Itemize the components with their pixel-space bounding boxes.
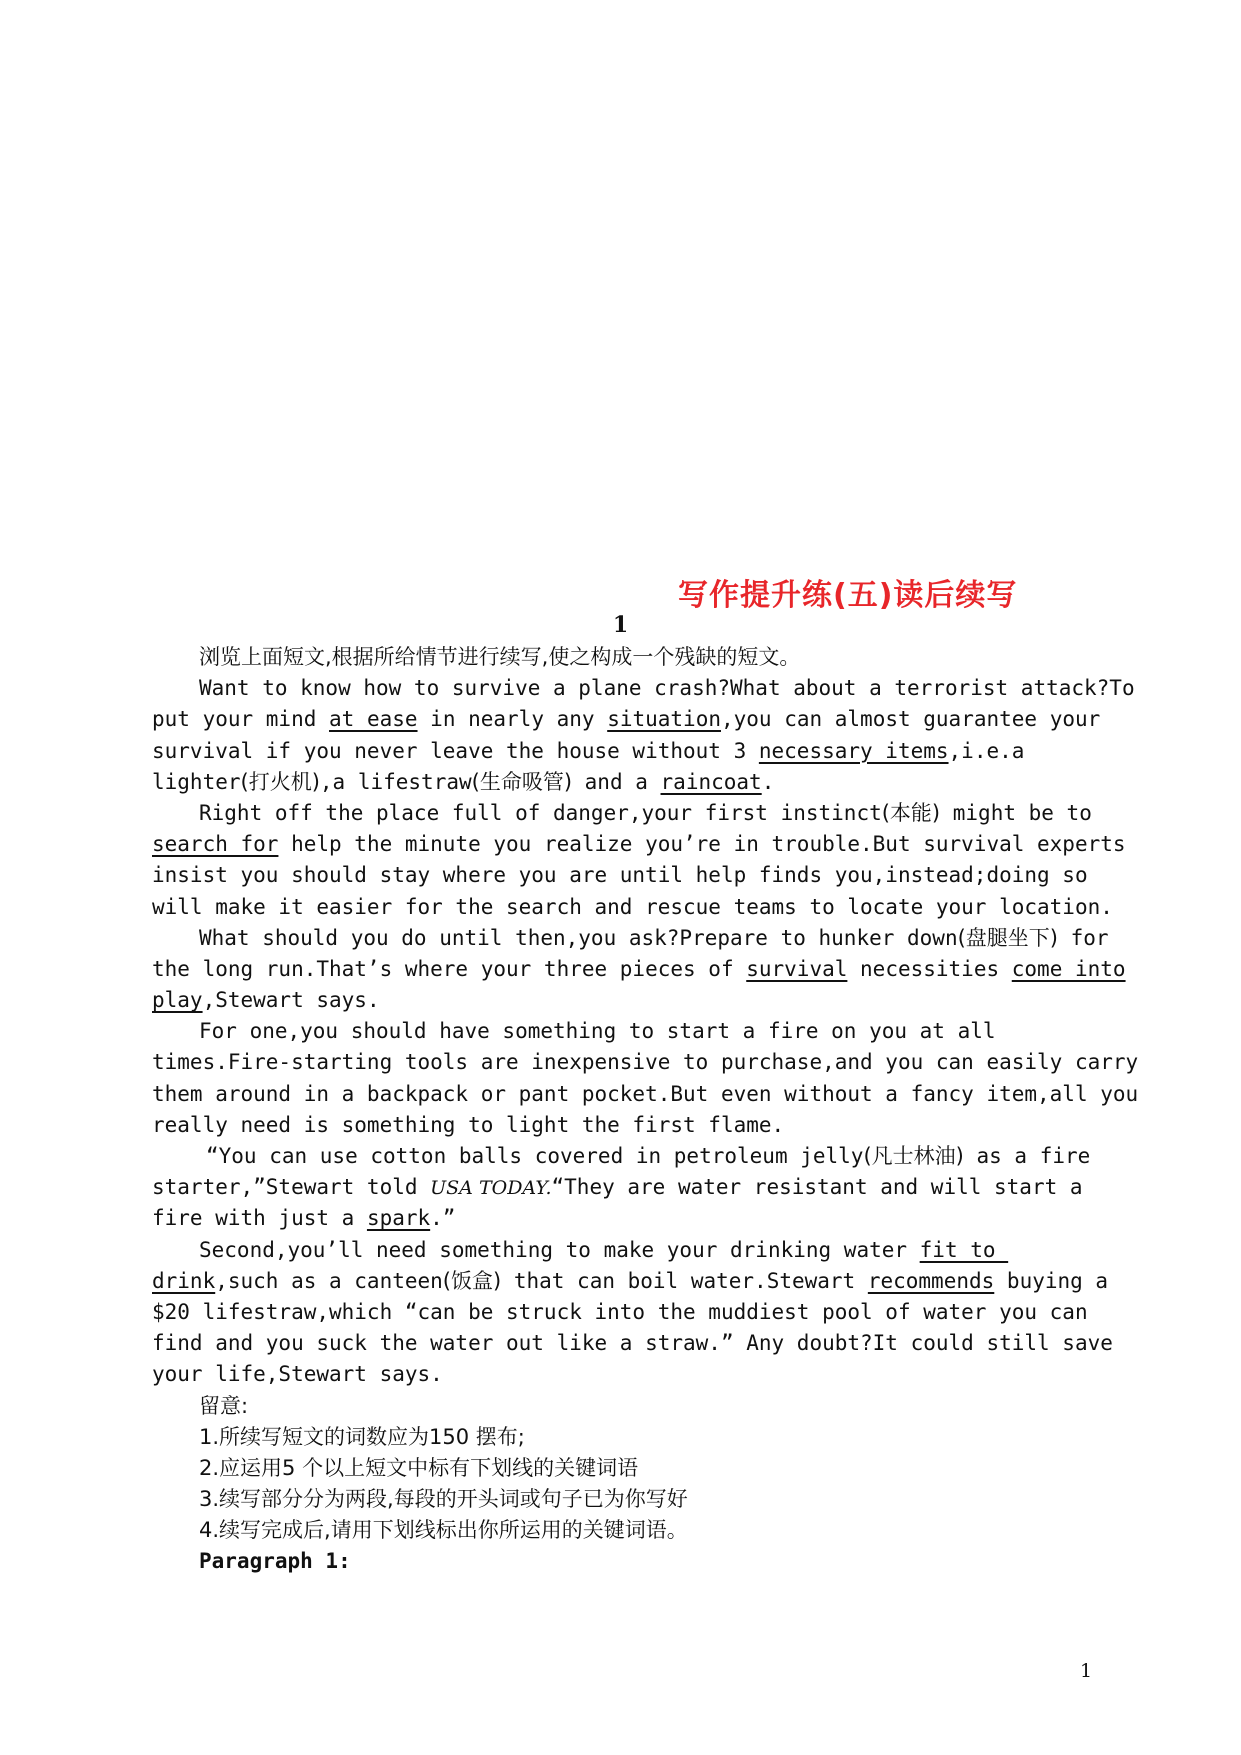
text-line — [152, 1359, 1096, 1390]
text-run: (生命吸管) — [471, 769, 573, 794]
text-line — [152, 1235, 1096, 1266]
text-line — [152, 1484, 1096, 1515]
page-number: 1 — [1080, 1660, 1093, 1682]
text-line — [152, 767, 1096, 798]
text-run: might be to — [940, 800, 1092, 825]
text-line — [152, 1172, 1096, 1203]
text-line — [152, 1047, 1139, 1078]
text-run: Want to know how to survive a plane crash?What about a terrorist attack?To — [199, 676, 1135, 701]
text-line — [152, 1453, 1096, 1484]
text-run: put your mind — [152, 707, 330, 732]
text-run: 1.所续写短文的词数应为150 摆布; — [199, 1424, 525, 1449]
underlined-keyword: search for — [152, 832, 279, 857]
text-run: (饭盒) — [442, 1268, 502, 1293]
text-line — [152, 829, 1126, 860]
text-run: buying a — [994, 1268, 1109, 1293]
text-run: 留意: — [199, 1393, 249, 1418]
text-line — [152, 1515, 1096, 1546]
text-run: 3.续写部分分为两段,每段的开头词或句子已为你写好 — [199, 1487, 688, 1512]
exercise-number: 1 — [612, 612, 629, 638]
text-run: ,i.e.a — [948, 738, 1025, 763]
text-run: and a — [572, 769, 661, 794]
underlined-keyword: spark — [366, 1206, 431, 1231]
text-run: ,you can almost guarantee your — [720, 707, 1101, 732]
text-run: survival if you never leave the house without 3 — [152, 738, 759, 763]
text-run: really need is something to light the first flame. — [152, 1112, 785, 1137]
underlined-keyword: raincoat — [660, 769, 762, 794]
text-line — [152, 736, 1096, 767]
text-line — [152, 1141, 1096, 1172]
underlined-keyword: situation — [607, 707, 721, 732]
underlined-keyword: recommends — [867, 1268, 995, 1293]
text-run: What should you do until then,you ask?Prepare to hunker down — [199, 925, 958, 950]
underlined-keyword: play — [152, 988, 203, 1013]
text-run: 浏览上面短文,根据所给情节进行续写,使之构成一个残缺的短文。 — [199, 645, 801, 669]
text-run: ,such as a canteen — [215, 1268, 443, 1293]
text-run: times.Fire-starting tools are inexpensive to purchase,and you can easily carry — [152, 1050, 1139, 1075]
text-line — [152, 1422, 1096, 1453]
text-run: in nearly any — [417, 707, 608, 732]
text-line — [152, 1266, 1109, 1297]
underlined-keyword: come into — [1011, 956, 1126, 981]
text-line — [152, 642, 1096, 673]
text-run: Paragraph 1: — [199, 1549, 351, 1574]
text-run: them around in a backpack or pant pocket.But even without a fancy item,all you — [152, 1081, 1139, 1106]
text-run: necessities — [847, 956, 1012, 981]
page-title: 写作提升练(五)读后续写 — [678, 578, 1018, 613]
text-run: (打火机) — [240, 769, 320, 794]
underlined-keyword: survival — [746, 956, 848, 981]
underlined-keyword: drink — [152, 1268, 216, 1293]
text-run: ,a lifestraw — [319, 769, 472, 794]
text-run: (本能) — [881, 800, 941, 825]
text-line — [152, 1391, 1096, 1422]
text-run: 2.应运用5 个以上短文中标有下划线的关键词语 — [199, 1455, 639, 1480]
text-run: $20 lifestraw,which “can be struck into the muddiest pool of water you can — [152, 1299, 1088, 1324]
text-line — [152, 1203, 1096, 1234]
text-line — [152, 985, 1096, 1016]
text-line — [152, 860, 1096, 891]
text-line — [152, 673, 1135, 704]
text-line — [152, 704, 1101, 735]
text-line — [152, 1079, 1139, 1110]
text-run: that can boil water.Stewart — [501, 1268, 868, 1293]
text-run: For one,you should have something to start a fire on you at all — [199, 1019, 996, 1044]
text-run: (盘腿坐下) — [957, 925, 1058, 950]
text-run: your life,Stewart says. — [152, 1362, 443, 1387]
text-run: . — [761, 769, 775, 794]
text-line — [152, 923, 1109, 954]
text-run: help the minute you realize you’re in trouble.But survival experts — [278, 832, 1126, 857]
text-run: find and you suck the water out like a straw.” Any doubt?It could still save — [152, 1331, 1113, 1356]
text-run: “You can use cotton balls covered in petroleum jelly — [206, 1144, 864, 1168]
text-line — [152, 1328, 1113, 1359]
text-run: .” — [430, 1206, 456, 1231]
text-run: will make it easier for the search and rescue teams to locate your location. — [152, 894, 1113, 919]
text-run: Right off the place full of danger,your first instinct — [199, 800, 882, 825]
text-line — [152, 798, 1096, 829]
text-run: “They are water resistant and will start a — [551, 1175, 1083, 1200]
text-run: fire with just a — [152, 1206, 367, 1231]
text-run: Second,you’ll need something to make your drinking water — [199, 1237, 920, 1262]
text-line — [152, 892, 1113, 923]
passage-body — [152, 642, 1139, 1578]
text-run: 4.续写完成后,请用下划线标出你所运用的关键词语。 — [199, 1518, 688, 1543]
text-run: starter,”Stewart told — [152, 1175, 431, 1200]
underlined-keyword: at ease — [329, 707, 418, 732]
text-line — [152, 1297, 1096, 1328]
underlined-keyword: fit to — [919, 1237, 1009, 1262]
underlined-keyword: necessary items — [758, 738, 949, 763]
text-run: for — [1057, 925, 1109, 950]
text-run: (凡士林油) — [863, 1144, 964, 1168]
text-line — [152, 1110, 1096, 1141]
text-run: USA TODAY. — [430, 1177, 552, 1200]
text-run: ,Stewart says. — [202, 988, 380, 1013]
text-run: as a fire — [963, 1144, 1091, 1168]
text-line — [152, 954, 1126, 985]
text-line — [152, 1546, 1096, 1577]
text-run: insist you should stay where you are until help finds you,instead;doing so — [152, 863, 1088, 888]
text-run: lighter — [152, 769, 241, 794]
text-line — [152, 1016, 1096, 1047]
text-run: the long run.That’s where your three pieces of — [152, 956, 747, 981]
